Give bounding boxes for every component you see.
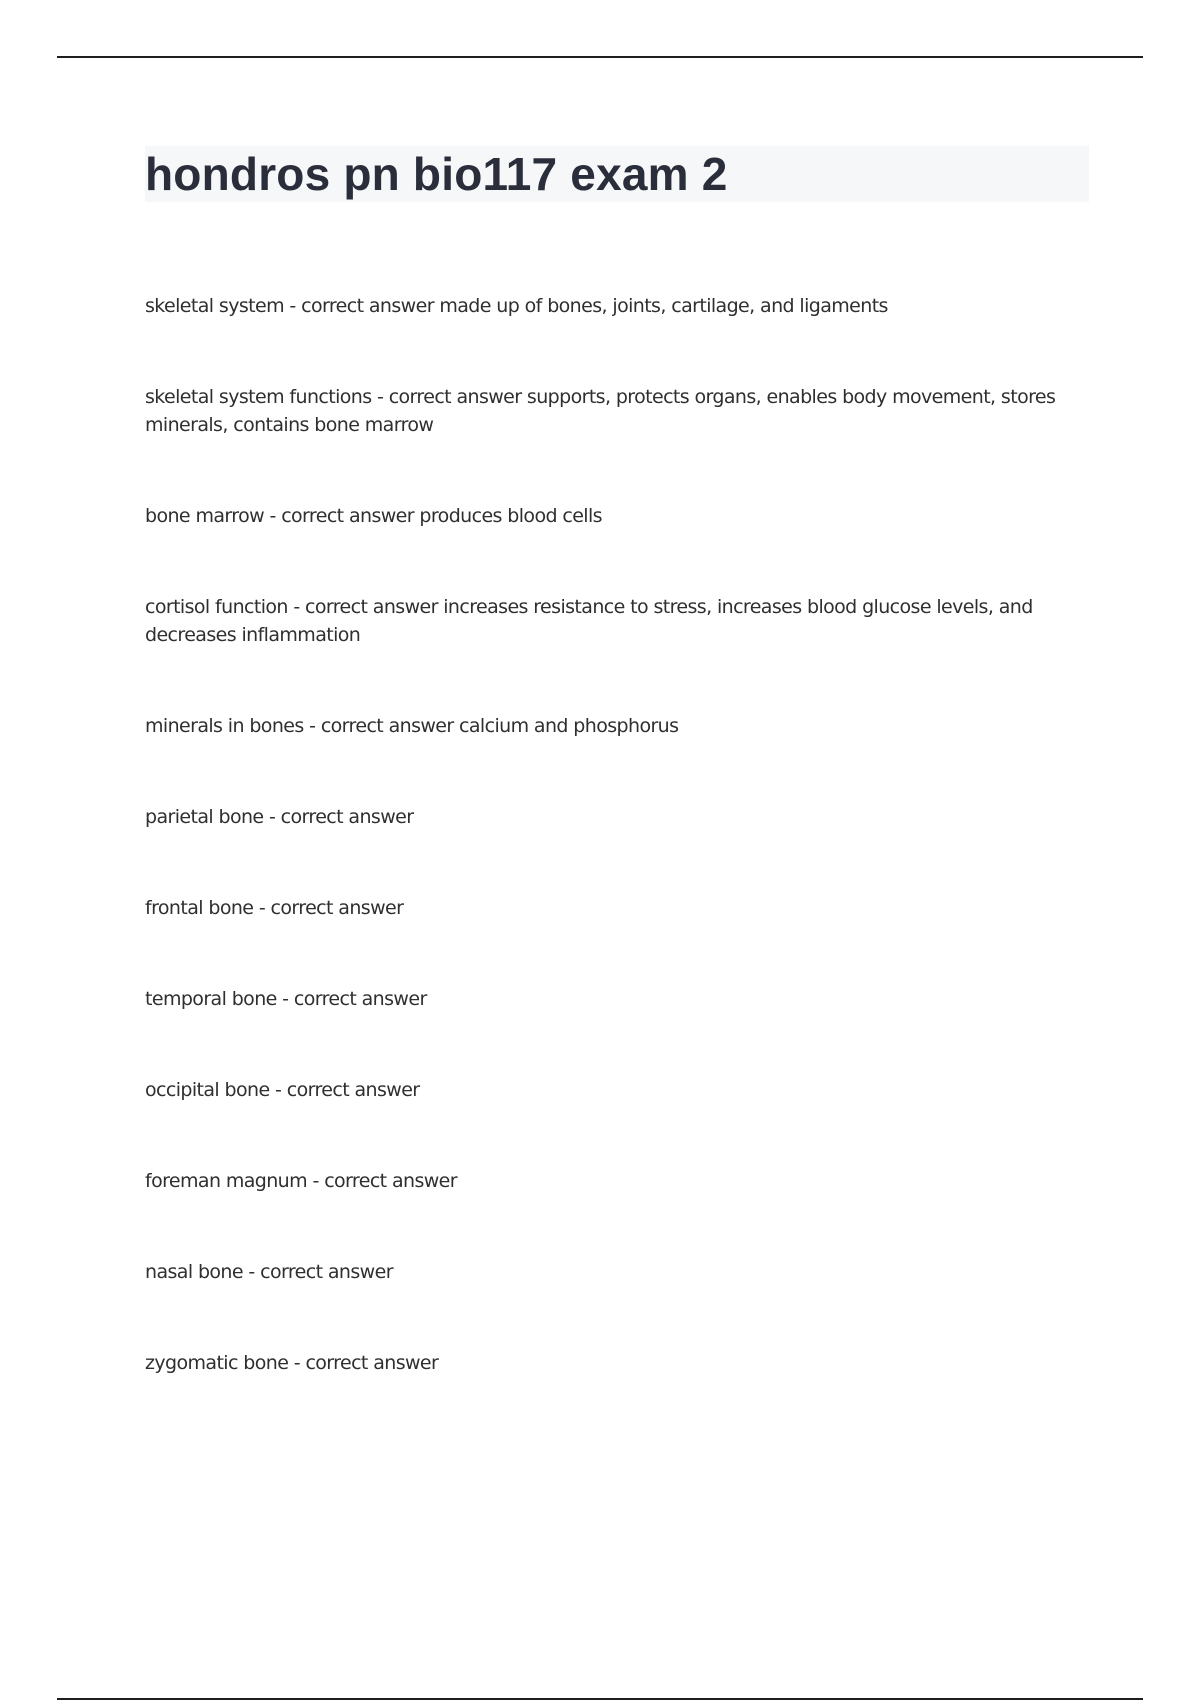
entry-term: frontal bone — [145, 897, 254, 919]
entry-answer: correct answer made up of bones, joints, cartilage, and ligaments — [301, 295, 888, 317]
flashcard-entry — [145, 1258, 1075, 1286]
entry-separator: - — [283, 295, 302, 317]
flashcard-entry — [145, 1167, 1075, 1195]
entry-term: temporal bone — [145, 988, 277, 1010]
entry-separator: - — [276, 988, 294, 1010]
entry-answer: correct answer calcium and phosphorus — [320, 715, 679, 737]
entry-answer: correct answer supports, protects organs, enables body movement, stores minerals, contains bone marrow — [145, 386, 1056, 436]
entry-answer: correct answer — [280, 806, 414, 828]
entry-term: cortisol function — [145, 596, 288, 618]
flashcard-entry — [145, 502, 1075, 530]
document-title: hondros pn bio117 exam 2 — [145, 148, 728, 200]
title-band — [145, 146, 1089, 202]
entry-answer: correct answer — [324, 1170, 457, 1192]
flashcard-entry — [145, 894, 1075, 922]
entry-answer: correct answer — [270, 897, 404, 919]
entry-separator: - — [269, 1079, 287, 1101]
entry-term: bone marrow — [145, 505, 265, 527]
entry-separator: - — [264, 505, 282, 527]
entry-separator: - — [371, 386, 389, 408]
entry-separator: - — [253, 897, 271, 919]
entry-answer: correct answer — [286, 1079, 420, 1101]
entry-answer: correct answer — [260, 1261, 393, 1283]
entry-separator: - — [288, 1352, 306, 1374]
entry-answer: correct answer — [305, 1352, 439, 1374]
entry-term: minerals in bones — [145, 715, 304, 737]
entry-answer: correct answer increases resistance to stress, increases blood glucose levels, and decreases inflammation — [145, 596, 1033, 646]
flashcard-entry — [145, 803, 1075, 831]
flashcard-entry — [145, 985, 1075, 1013]
entry-separator: - — [287, 596, 306, 618]
entry-separator: - — [242, 1261, 261, 1283]
entry-term: parietal bone — [145, 806, 264, 828]
entry-term: zygomatic bone — [145, 1352, 289, 1374]
entry-term: occipital bone — [145, 1079, 270, 1101]
entry-separator: - — [263, 806, 281, 828]
entry-answer: correct answer — [293, 988, 427, 1010]
entry-term: skeletal system functions — [145, 386, 372, 408]
flashcard-entry — [145, 1349, 1075, 1377]
flashcard-entry — [145, 593, 1075, 649]
top-divider — [57, 56, 1143, 58]
entry-separator: - — [303, 715, 321, 737]
flashcard-entry — [145, 1076, 1075, 1104]
entry-term: nasal bone — [145, 1261, 243, 1283]
flashcard-entry — [145, 712, 1075, 740]
flashcard-list — [145, 292, 1075, 1440]
flashcard-entry — [145, 292, 1075, 320]
entry-separator: - — [307, 1170, 325, 1192]
entry-answer: correct answer produces blood cells — [281, 505, 602, 527]
flashcard-entry — [145, 383, 1075, 439]
entry-term: skeletal system — [145, 295, 284, 317]
entry-term: foreman magnum — [145, 1170, 308, 1192]
